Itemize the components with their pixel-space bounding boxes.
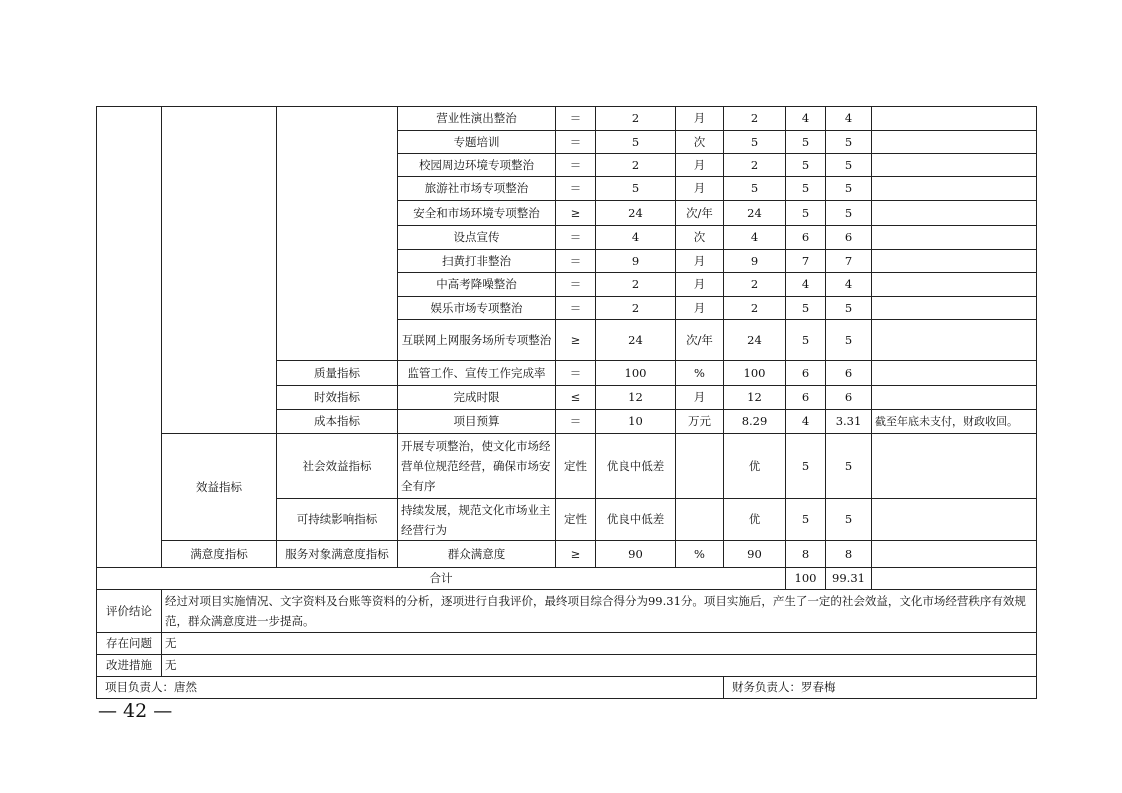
weight-cell: 5 (786, 131, 826, 154)
score-cell: 6 (826, 361, 872, 386)
target-cell: 5 (596, 131, 676, 154)
indicator-cell: 娱乐市场专项整治 (398, 297, 556, 320)
weight-cell: 6 (786, 361, 826, 386)
score-cell: 6 (826, 226, 872, 250)
operator-cell: ≥ (556, 541, 596, 568)
indicator-cell: 营业性演出整治 (398, 107, 556, 131)
actual-cell: 12 (724, 386, 786, 410)
score-cell: 5 (826, 320, 872, 361)
target-cell: 90 (596, 541, 676, 568)
operator-cell: ＝ (556, 131, 596, 154)
target-cell: 24 (596, 320, 676, 361)
operator-cell: ＝ (556, 297, 596, 320)
problems-text: 无 (162, 633, 1037, 655)
unit-cell: % (676, 361, 724, 386)
unit-cell: 月 (676, 154, 724, 177)
level2-cell: 满意度指标 (162, 541, 277, 568)
total-label: 合计 (97, 568, 786, 590)
level3-cell (277, 107, 398, 361)
weight-cell: 5 (786, 154, 826, 177)
total-note (872, 568, 1037, 590)
evaluation-text: 经过对项目实施情况、文字资料及台账等资料的分析，逐项进行自我评价，最终项目综合得分为99.31分。项目实施后，产生了一定的社会效益，文化市场经营秩序有效规范，群众满意度进一步提高。 (162, 590, 1037, 633)
weight-cell: 7 (786, 250, 826, 273)
operator-cell: ＝ (556, 361, 596, 386)
total-row (97, 568, 1037, 590)
weight-cell: 5 (786, 434, 826, 499)
level2-cell: 效益指标 (162, 434, 277, 541)
actual-cell: 24 (724, 201, 786, 226)
score-cell: 5 (826, 297, 872, 320)
target-cell: 2 (596, 107, 676, 131)
weight-cell: 5 (786, 320, 826, 361)
unit-cell: 次 (676, 226, 724, 250)
problems-label: 存在问题 (97, 633, 162, 655)
score-cell: 7 (826, 250, 872, 273)
note-cell (872, 131, 1037, 154)
actual-cell: 5 (724, 177, 786, 201)
score-cell: 5 (826, 499, 872, 541)
score-cell: 5 (826, 434, 872, 499)
indicator-cell: 设点宣传 (398, 226, 556, 250)
operator-cell: ＝ (556, 154, 596, 177)
indicator-cell: 中高考降噪整治 (398, 273, 556, 297)
actual-cell: 2 (724, 297, 786, 320)
note-cell (872, 177, 1037, 201)
table-row (97, 107, 1037, 131)
actual-cell: 8.29 (724, 410, 786, 434)
note-cell (872, 361, 1037, 386)
total-weight: 100 (786, 568, 826, 590)
level3-cell: 成本指标 (277, 410, 398, 434)
level2-cell (162, 107, 277, 434)
note-cell (872, 297, 1037, 320)
project-lead: 项目负责人：唐然 (97, 677, 724, 699)
total-score: 99.31 (826, 568, 872, 590)
target-cell: 4 (596, 226, 676, 250)
operator-cell: ＝ (556, 107, 596, 131)
evaluation-label: 评价结论 (97, 590, 162, 633)
score-cell: 5 (826, 177, 872, 201)
operator-cell: ＝ (556, 410, 596, 434)
actual-cell: 优 (724, 499, 786, 541)
unit-cell: 万元 (676, 410, 724, 434)
indicator-cell: 群众满意度 (398, 541, 556, 568)
note-cell (872, 273, 1037, 297)
unit-cell: 月 (676, 250, 724, 273)
operator-cell: ≥ (556, 201, 596, 226)
note-cell (872, 386, 1037, 410)
unit-cell: 次 (676, 131, 724, 154)
note-cell (872, 201, 1037, 226)
unit-cell: 月 (676, 107, 724, 131)
unit-cell: 月 (676, 273, 724, 297)
page-number: — 42 — (98, 700, 173, 722)
note-cell (872, 107, 1037, 131)
operator-cell: ＝ (556, 250, 596, 273)
weight-cell: 5 (786, 201, 826, 226)
indicator-cell: 专题培训 (398, 131, 556, 154)
problems-row (97, 633, 1037, 655)
operator-cell: ＝ (556, 226, 596, 250)
improvements-row (97, 655, 1037, 677)
weight-cell: 6 (786, 226, 826, 250)
score-cell: 4 (826, 273, 872, 297)
indicator-cell: 旅游社市场专项整治 (398, 177, 556, 201)
target-cell: 100 (596, 361, 676, 386)
unit-cell: % (676, 541, 724, 568)
score-cell: 3.31 (826, 410, 872, 434)
level3-cell: 社会效益指标 (277, 434, 398, 499)
unit-cell (676, 499, 724, 541)
weight-cell: 5 (786, 499, 826, 541)
actual-cell: 24 (724, 320, 786, 361)
indicator-cell: 互联网上网服务场所专项整治 (398, 320, 556, 361)
unit-cell: 月 (676, 297, 724, 320)
score-cell: 5 (826, 201, 872, 226)
actual-cell: 2 (724, 154, 786, 177)
note-cell (872, 226, 1037, 250)
level3-cell: 时效指标 (277, 386, 398, 410)
target-cell: 12 (596, 386, 676, 410)
operator-cell: ≤ (556, 386, 596, 410)
indicator-cell: 完成时限 (398, 386, 556, 410)
score-cell: 4 (826, 107, 872, 131)
actual-cell: 5 (724, 131, 786, 154)
score-cell: 5 (826, 154, 872, 177)
indicator-cell: 安全和市场环境专项整治 (398, 201, 556, 226)
target-cell: 10 (596, 410, 676, 434)
target-cell: 5 (596, 177, 676, 201)
performance-table (96, 106, 1037, 699)
table-row (97, 434, 1037, 499)
note-cell (872, 434, 1037, 499)
operator-cell: ≥ (556, 320, 596, 361)
note-cell (872, 154, 1037, 177)
operator-cell: 定性 (556, 499, 596, 541)
indicator-cell: 持续发展，规范文化市场业主经营行为 (398, 499, 556, 541)
operator-cell: ＝ (556, 177, 596, 201)
actual-cell: 100 (724, 361, 786, 386)
level3-cell: 可持续影响指标 (277, 499, 398, 541)
level3-cell: 质量指标 (277, 361, 398, 386)
unit-cell: 次/年 (676, 201, 724, 226)
weight-cell: 6 (786, 386, 826, 410)
table-row (97, 541, 1037, 568)
weight-cell: 4 (786, 273, 826, 297)
indicator-cell: 扫黄打非整治 (398, 250, 556, 273)
operator-cell: ＝ (556, 273, 596, 297)
note-cell (872, 320, 1037, 361)
actual-cell: 9 (724, 250, 786, 273)
unit-cell: 次/年 (676, 320, 724, 361)
unit-cell (676, 434, 724, 499)
actual-cell: 2 (724, 273, 786, 297)
indicator-cell: 项目预算 (398, 410, 556, 434)
indicator-cell: 监管工作、宣传工作完成率 (398, 361, 556, 386)
target-cell: 优良中低差 (596, 499, 676, 541)
actual-cell: 2 (724, 107, 786, 131)
target-cell: 2 (596, 154, 676, 177)
weight-cell: 5 (786, 177, 826, 201)
target-cell: 24 (596, 201, 676, 226)
finance-lead: 财务负责人：罗春梅 (724, 677, 1037, 699)
score-cell: 8 (826, 541, 872, 568)
actual-cell: 优 (724, 434, 786, 499)
indicator-cell: 开展专项整治，使文化市场经营单位规范经营，确保市场安全有序 (398, 434, 556, 499)
improvements-label: 改进措施 (97, 655, 162, 677)
weight-cell: 8 (786, 541, 826, 568)
actual-cell: 90 (724, 541, 786, 568)
signature-row (97, 677, 1037, 699)
score-cell: 6 (826, 386, 872, 410)
weight-cell: 5 (786, 297, 826, 320)
evaluation-row (97, 590, 1037, 633)
target-cell: 优良中低差 (596, 434, 676, 499)
improvements-text: 无 (162, 655, 1037, 677)
indicator-cell: 校园周边环境专项整治 (398, 154, 556, 177)
level1-cell (97, 107, 162, 568)
level3-cell: 服务对象满意度指标 (277, 541, 398, 568)
weight-cell: 4 (786, 410, 826, 434)
note-cell (872, 499, 1037, 541)
target-cell: 2 (596, 297, 676, 320)
operator-cell: 定性 (556, 434, 596, 499)
target-cell: 9 (596, 250, 676, 273)
score-cell: 5 (826, 131, 872, 154)
target-cell: 2 (596, 273, 676, 297)
weight-cell: 4 (786, 107, 826, 131)
unit-cell: 月 (676, 386, 724, 410)
note-cell: 截至年底未支付，财政收回。 (872, 410, 1037, 434)
unit-cell: 月 (676, 177, 724, 201)
note-cell (872, 250, 1037, 273)
actual-cell: 4 (724, 226, 786, 250)
note-cell (872, 541, 1037, 568)
